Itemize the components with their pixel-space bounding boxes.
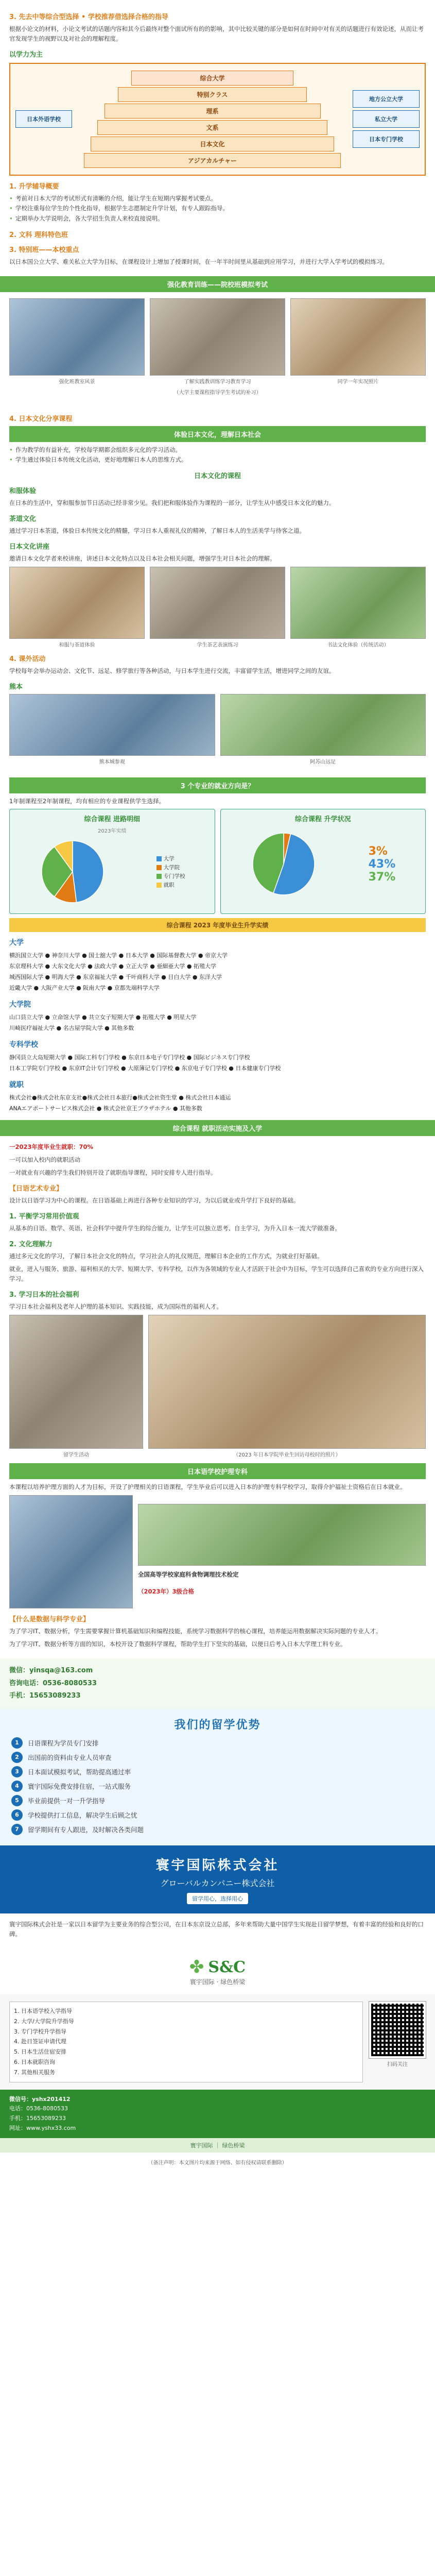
qr-block (369, 2002, 426, 2082)
vocational-row: 日本工学院专门学校 ● 东京IT会计专门学校 ● 大原簿记专门学校 ● 东京电子专门学校 ● 日本健康专门学校 (9, 1064, 281, 1072)
university-list (9, 951, 426, 994)
footer-wechat[interactable]: 微信号：yshx201412 (9, 2095, 71, 2103)
legend-swatch (156, 874, 162, 879)
legend-item (156, 863, 185, 871)
info-item: 4. 赴日签证申请代理 (14, 2038, 66, 2045)
service-text: 寰宇国际免费安排住宿，一站式服务 (28, 1783, 131, 1791)
activity-photo (220, 694, 426, 756)
service-item (11, 1752, 424, 1763)
vocational-list (9, 1053, 426, 1074)
activity-sub: 熊本 (9, 683, 23, 691)
care-info (138, 1495, 426, 1608)
employment-row: 株式会社●株式会社东京支社●株式会社日本旅行●株式会社资生堂 ● 株式会社日本通运 (9, 1094, 231, 1101)
logo-tagline: 寰宇国际 · 绿色桥梁 (189, 1978, 246, 1986)
diagram-box: アジアカルチャー (84, 153, 341, 168)
chart-card-left (9, 809, 215, 914)
qr-code-icon[interactable] (369, 2002, 426, 2058)
photo-card (148, 1315, 426, 1458)
legend-label: 大学 (163, 856, 175, 862)
info-item: 5. 日本生活住宿安排 (14, 2048, 66, 2056)
pie-chart-right (250, 831, 317, 897)
stat-2024: 一2023年度毕业生就职：70% (9, 1143, 94, 1151)
qr-caption: 扫码关注 (387, 2062, 408, 2068)
contact-label: 咨询电话： (9, 1679, 43, 1687)
university-row: 城西国际大学 ● 明海大学 ● 东京福祉大学 ● 千叶商科大学 ● 目白大学 ● 东洋大学 (9, 974, 222, 981)
service-text: 留学期间有专人跟进，及时解决各类问题 (28, 1826, 144, 1834)
diagram-box: 特别クラス (118, 87, 307, 102)
photo-caption: 同学一年实况照片 (337, 379, 379, 385)
service-number: 3 (11, 1766, 23, 1777)
culture-text: 邀请日本文化学者来校讲座，讲述日本文化特点以及日本社会相关问题，增强学生对日本社会的理解。 (9, 554, 276, 562)
culture-sub-head: 和服体验 (9, 487, 37, 495)
graduate-row: 山口县立大学 ● 立命馆大学 ● 共立女子短期大学 ● 拓殖大学 ● 明星大学 (9, 1014, 197, 1021)
company-logo (189, 1957, 246, 1977)
vocational-row: 静冈县立大岛短期大学 ● 国际工科专门学校 ● 东京日本电子专门学校 ● 国际ビジネス专门学校 (9, 1054, 250, 1061)
logo-block (0, 1948, 435, 1994)
photo-caption: 熊本城参观 (99, 759, 125, 765)
company-slogan: 留学用心，选择用心 (187, 1893, 248, 1904)
company-banner (0, 1845, 435, 1913)
curriculum-text: 学习日本社会福利及老年人护理的基本知识、实践技能，成为国际性的福利人才。 (9, 1303, 222, 1311)
activity-photos (9, 694, 426, 765)
info-item: 1. 日本语学校入学指导 (14, 2008, 72, 2015)
pie-slice-大学 (73, 841, 103, 903)
header-section (0, 0, 435, 276)
company-name-cn: 寰宇国际株式会社 (155, 1858, 280, 1874)
curriculum-text: 就业，进入与服务、旅游、福利相关的大学、短期大学、专科学校，以作为各领域的专业人才活跃于社会中为目标，学生可以选择自己喜欢的专业方向进行深入学习。 (9, 1265, 424, 1283)
university-row: 东京理科大学 ● 大东文化大学 ● 法政大学 ● 立正大学 ● 亜細亜大学 ● 拓殖大学 (9, 963, 216, 970)
care-photo (9, 1495, 133, 1608)
graduate-list (9, 1012, 426, 1034)
photos-row-1 (0, 292, 435, 402)
university-row: 横浜国立大学 ● 神奈川大学 ● 国士舘大学 ● 日本大学 ● 国际基督教大学 ● 帝京大学 (9, 952, 228, 959)
service-item (11, 1781, 424, 1792)
service-number: 5 (11, 1795, 23, 1806)
service-item (11, 1824, 424, 1835)
culture-section (0, 402, 435, 771)
diagram-right-label: 地方公立大学 (353, 90, 420, 108)
chart-title: 综合课程 进路明细 (84, 816, 141, 824)
contact-mobile[interactable]: 15653089233 (29, 1692, 81, 1700)
photo-note: （大学主要课程指导学生考试的补习） (173, 389, 262, 396)
logo-mark: S&C (208, 1958, 246, 1976)
photo-caption: （2023 年日本学院毕业生回访母校时的照片） (233, 1452, 341, 1459)
info-item: 3. 专门学校升学指导 (14, 2028, 66, 2035)
section-a-head: 2. 文科 理科特色班 (9, 231, 68, 239)
service-number: 1 (11, 1737, 23, 1749)
photo-caption: 和服与茶道体验 (59, 642, 95, 648)
culture-item: • 作为教学的有益补充，学校每学期都会组织多元化的学习活动。 (9, 445, 426, 455)
curriculum-text: 从基本的日语、数学、英语、社会科学中提升学生的综合能力，让学生可以独立思考、自主学习，为升入日本一流大学做准备。 (9, 1225, 341, 1232)
culture-photo (9, 567, 145, 639)
photo-caption: 阿苏山远足 (310, 759, 336, 765)
culture-photo (150, 567, 285, 639)
photo-caption: 留学生活动 (63, 1452, 89, 1459)
student-photo (9, 1315, 143, 1449)
course-diagram (9, 63, 426, 176)
photo-card (290, 298, 426, 385)
feature-item: • 学校注重每位学生的个性化指导，根据学生志愿制定升学计划，有专人跟踪指导。 (9, 204, 426, 214)
legend-label: 就职 (163, 882, 175, 889)
service-item (11, 1809, 424, 1821)
service-number: 6 (11, 1809, 23, 1821)
stat-2024-sub: 一可以加入校内的就职活动 (9, 1156, 80, 1164)
stat-note: 1年制课程至2年制课程，均有相应的专业课程供学生选择。 (9, 797, 165, 805)
care-head: 日本语学校护理专科 (9, 1463, 426, 1479)
curriculum-sub: 3. 学习日本的社会福利 (9, 1291, 79, 1299)
photos-row-2 (9, 567, 426, 648)
diagram-box: 日本文化 (91, 137, 334, 151)
page-title: 3. 先去中等综合型选择 • 学校推荐借选择合格的指导 (9, 13, 168, 21)
contact-line (9, 1665, 426, 1677)
photo-card (9, 1495, 133, 1608)
section-b-text: 以日本国公立大学、难关私立大学为目标，在课程设计上增加了授课时间，在一年半时间里从基础到应用学习，并进行大学入学考试的模拟练习。 (9, 258, 388, 265)
services-title: 我们的留学优势 (174, 1719, 261, 1732)
graduate-head: 大学院 (9, 1001, 31, 1009)
section-b-head: 3. 特别班——本校重点 (9, 246, 79, 254)
photo-caption: 了解实践教训练学习教育学习 (184, 379, 251, 385)
service-number: 2 (11, 1752, 23, 1763)
culture-sub-head: 茶道文化 (9, 515, 37, 523)
bottom-tag: 寰宇国际 ｜ 绿色桥梁 (0, 2138, 435, 2153)
chart-title: 综合课程 升学状况 (294, 816, 351, 824)
certificate-photo (138, 1504, 426, 1566)
culture-text: 通过学习日本茶道，体验日本传统文化的精髓，学习日本人重视礼仪的精神，了解日本人的生活美学与待客之道。 (9, 527, 305, 534)
pie-percent-label: 3% (368, 844, 388, 858)
diagram-box: 理系 (105, 104, 321, 118)
culture-green: 日本文化的课程 (194, 472, 241, 480)
photo-card (290, 567, 426, 648)
legend-label: 大学院 (163, 865, 180, 871)
employment-row: ANAエアポートサービス株式会社 ● 株式会社京王プラザホテル ● 其他多数 (9, 1105, 202, 1112)
results-bar: 综合课程 2023 年度毕业生升学实绩 (9, 918, 426, 932)
pie-percent-label: 37% (368, 870, 396, 884)
service-text: 出国前的资料由专业人员审查 (28, 1754, 112, 1762)
photo-card (9, 694, 215, 765)
info-item: 7. 其他相关服务 (14, 2069, 55, 2076)
service-text: 日语课程为学员专门安排 (28, 1739, 99, 1748)
photo-caption: 强化班教室风景 (59, 379, 95, 385)
care-card-title: 全国高等学校家庭科食物调理技术检定 (138, 1571, 239, 1579)
photo-card (150, 298, 285, 385)
contact-section (0, 1658, 435, 1709)
photo-card (150, 567, 285, 648)
pie-wrap (14, 834, 211, 909)
curriculum-section (0, 1136, 435, 1658)
contact-label: 微信： (9, 1667, 30, 1675)
diagram-right-label: 私立大学 (353, 110, 420, 128)
university-head: 大学 (9, 939, 24, 947)
care-row (9, 1495, 426, 1608)
business-head: 【什么是数据与科学专业】 (9, 1616, 90, 1624)
photos-row-3 (9, 1315, 426, 1458)
diagram-right (353, 90, 420, 148)
statistics-bar: 3 个专业的就业方向是？ (9, 777, 426, 793)
info-item: 6. 日本就职咨询 (14, 2059, 55, 2065)
pie-legend (156, 854, 185, 890)
bottom-tag-left: 寰宇国际 (190, 2142, 213, 2149)
classroom-photo (9, 298, 145, 376)
service-item (11, 1737, 424, 1749)
clover-icon: ✤ (189, 1957, 204, 1978)
photo-card (9, 1315, 143, 1458)
pie-chart-left (39, 838, 106, 905)
footer-mobile[interactable]: 手机：15653089233 (9, 2114, 66, 2122)
photo-card (220, 694, 426, 765)
classroom-photo (290, 298, 426, 376)
service-item (11, 1795, 424, 1806)
graduate-row: 川崎医疗福祉大学 ● 名古屋学院大学 ● 其他多数 (9, 1024, 134, 1031)
stat-2024-note: 一对就业有兴趣的学生我们特别开设了就职指导课程，同时安排专人进行指导。 (9, 1169, 217, 1177)
footer-contact (0, 2090, 435, 2139)
service-text: 毕业前提供一对一升学指导 (28, 1797, 106, 1805)
employment-bar: 综合课程 就职活动实施及入学 (0, 1120, 435, 1136)
care-card-grade: （2023年）3级合格 (138, 1588, 195, 1596)
pie-percent-label: 43% (368, 857, 396, 871)
company-desc-section (0, 1913, 435, 1948)
feature-list (9, 194, 426, 224)
service-number: 4 (11, 1781, 23, 1792)
company-name-jp: グローバルカンパニー株式会社 (160, 1878, 275, 1889)
feature-item: • 定期举办大学说明会，各大学招生负责人来校直接说明。 (9, 214, 426, 224)
business-text: 为了学习IT、数据分析等方面的知识，本校开设了数据科学课程，帮助学生打下坚实的基础，以便日后考入日本大学理工科专业。 (9, 1640, 346, 1648)
culture-text: 在日本的生活中，穿和服参加节日活动已经非常少见。我们把和服体验作为课程的一部分，让学生从中感受日本文化的魅力。 (9, 499, 335, 506)
intro-text: 根据小论文的材料，小论文考试的话题内容和其今后最终对整个面试所有的的影响，其中比较关键的部分是如何在时间中对有关的话题进行有效论述，从而让考官发现学生的视野以及对社会的理解程度。 (9, 25, 424, 42)
diagram-center (77, 69, 347, 170)
curriculum-text: 通过多元文化的学习，了解日本社会文化的特点，学习社会人的礼仪规范，理解日本企业的工作方式，为就业打好基础。 (9, 1252, 323, 1260)
footer-site[interactable]: 网址：www.yshx33.com (9, 2124, 76, 2131)
legend-swatch (156, 865, 162, 870)
chart-year: 2023年实绩 (98, 828, 127, 835)
business-text: 为了学习IT、数据分析，学生需要掌握计算机基础知识和编程技能，系统学习数据科学的核心课程，培养能运用数据解决实际问题的专业人才。 (9, 1628, 382, 1635)
training-bar: 强化教育训练——院校班模拟考试 (0, 276, 435, 292)
legend-item (156, 881, 185, 889)
photo-caption: 书法文化体验（传统活动） (327, 642, 389, 648)
classroom-photo (150, 298, 285, 376)
charts-row (9, 809, 426, 914)
service-number: 7 (11, 1824, 23, 1835)
diagram-left-label: 日本外语学校 (15, 110, 72, 128)
contact-line (9, 1690, 426, 1703)
bottom-tag-right: 绿色桥梁 (222, 2142, 245, 2149)
vocational-head: 专科学校 (9, 1040, 38, 1049)
chart-card-right (220, 809, 426, 914)
legend-swatch (156, 883, 162, 888)
photo-card (9, 298, 145, 385)
curriculum-sub: 1. 平衡学习常用价值观 (9, 1213, 79, 1221)
services-section (0, 1709, 435, 1845)
culture-list (9, 445, 426, 465)
feature-item: • 考前对日本大学的考试形式有清晰的介绍，能让学生在短期内掌握考试要点。 (9, 194, 426, 204)
care-text: 本课程以培养护理方面的人才为目标，开设了护理相关的日语课程，学生毕业后可以进入日本的护理专科学校学习，取得介护福祉士资格后在日本就业。 (9, 1483, 406, 1491)
contact-label: 手机： (9, 1692, 30, 1700)
pie-labels (369, 845, 396, 884)
diagram-right-label: 日本专门学校 (353, 130, 420, 148)
curriculum-head: 【日语艺术专业】 (9, 1185, 63, 1193)
company-desc: 寰宇国际株式会社是一家以日本留学为主要业务的综合型公司，在日本东京设立总部，多年来帮助大量中国学生实现赴日留学梦想，有着丰富的经验和良好的口碑。 (9, 1921, 424, 1938)
culture-sub-head: 日本文化讲座 (9, 543, 50, 551)
contact-line (9, 1677, 426, 1690)
statistics-section (0, 771, 435, 1121)
photo-caption: 学生茶艺表演练习 (197, 642, 238, 648)
service-text: 学校提供打工信息，解决学生后顾之忧 (28, 1811, 137, 1820)
group-photo (148, 1315, 426, 1449)
culture-head: 4. 日本文化分享课程 (9, 415, 73, 423)
employment-list (9, 1093, 426, 1114)
culture-bar: 体验日本文化，理解日本社会 (9, 426, 426, 442)
service-info-list (9, 2002, 363, 2082)
info-card (0, 1994, 435, 2090)
activity-text: 学校每年会举办运动会、文化节、远足、修学旅行等各种活动，与日本学生进行交流，丰富留学生活，增进同学之间的友谊。 (9, 667, 335, 674)
curriculum-text: 设计以日语学习为中心的课程。在日语基础上再进行各种专业知识的学习，为以后就业或升学打下良好的基础。 (9, 1197, 300, 1205)
diagram-box: 文系 (97, 120, 327, 135)
bottom-note: （备注声明：本文图片均来源于网络、如有侵权请联系删除） (148, 2160, 287, 2166)
legend-label: 专门学校 (163, 873, 185, 880)
university-row: 近畿大学 ● 大阪产业大学 ● 阪南大学 ● 京都先端科学大学 (9, 985, 160, 992)
legend-item (156, 872, 185, 880)
diagram-top-label: 综合大学 (131, 71, 293, 86)
legend-item (156, 855, 185, 862)
info-item: 2. 大学/大学院升学指导 (14, 2018, 74, 2025)
activity-photo (9, 694, 215, 756)
photo-card (9, 567, 145, 648)
contact-phone[interactable]: 0536-8080533 (43, 1679, 97, 1687)
service-text: 日本面试模拟考试，帮助提高通过率 (28, 1768, 131, 1776)
feature-head: 1. 升学辅导概要 (9, 182, 59, 191)
culture-item: • 学生通过体验日本传统文化活动，更好地理解日本人的思维方式。 (9, 455, 426, 465)
pie-wrap (225, 826, 422, 902)
activity-head: 4. 课外活动 (9, 655, 46, 663)
culture-photo (290, 567, 426, 639)
contact-wechat[interactable]: yinsqa@163.com (29, 1667, 93, 1675)
legend-swatch (156, 856, 162, 861)
employment-head: 就职 (9, 1080, 24, 1089)
curriculum-sub: 2. 文化理解力 (9, 1241, 53, 1249)
intro-sub: 以学力为主 (9, 50, 43, 59)
footer-phone[interactable]: 电话：0536-8080533 (9, 2105, 68, 2112)
service-item (11, 1766, 424, 1777)
